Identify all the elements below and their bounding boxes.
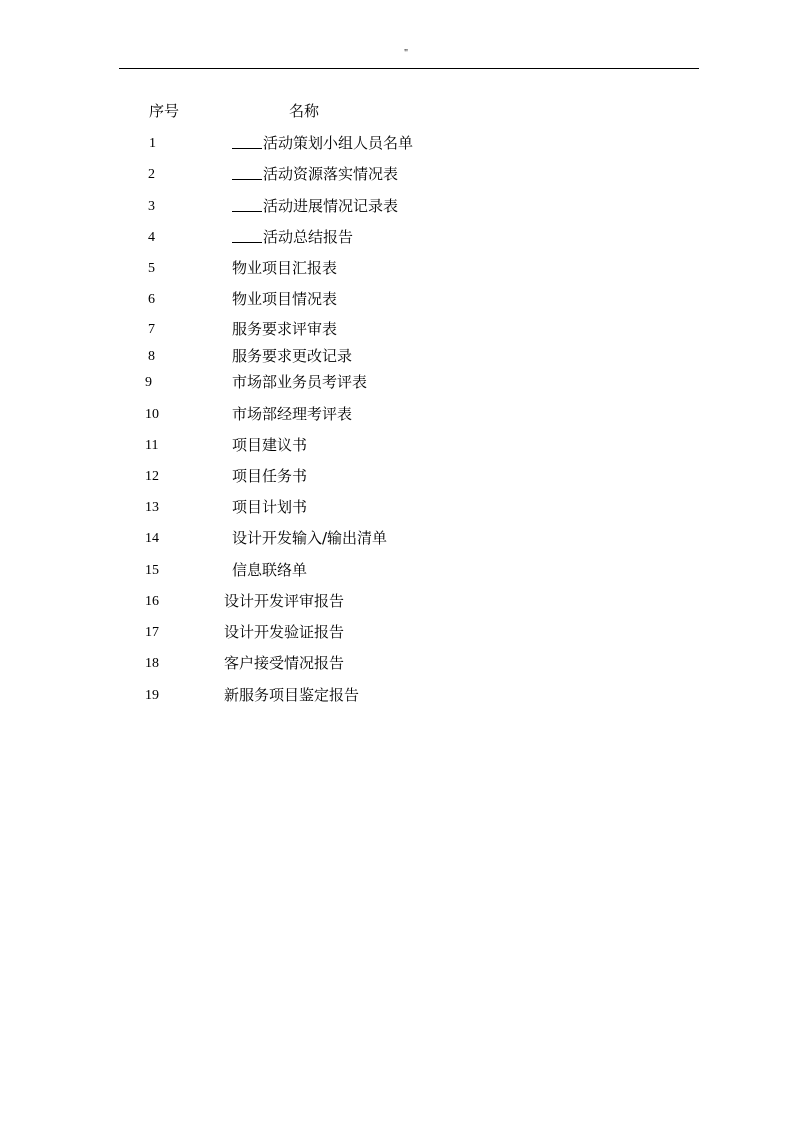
row-name: 物业项目情况表 [232,290,338,308]
header-mark: " [404,48,409,59]
table-row [0,685,794,707]
row-number: 14 [145,531,159,546]
row-name-cell [232,164,398,184]
table-row [0,528,794,550]
table-row [0,435,794,457]
row-name-cell [232,497,307,517]
row-number: 4 [148,230,155,245]
fill-in-blank [232,227,262,243]
row-name-cell [232,258,337,278]
fill-in-blank [232,164,262,180]
row-number: 3 [148,199,155,214]
row-number: 17 [145,625,159,640]
table-row [0,289,794,311]
row-name: 新服务项目鉴定报告 [224,686,360,704]
row-name: 项目建议书 [232,436,308,454]
table-row [0,404,794,426]
column-header-number: 序号 [149,102,180,120]
row-name: 设计开发评审报告 [224,592,345,610]
row-name: 活动资源落实情况表 [263,165,399,183]
row-name-cell [232,560,307,580]
table-row [0,560,794,582]
header-rule [119,68,699,69]
row-name-cell [232,196,398,216]
row-number: 10 [145,407,159,422]
table-row [0,164,794,186]
column-header-name: 名称 [289,102,320,120]
row-name-cell [232,372,367,392]
table-row [0,466,794,488]
row-number: 5 [148,261,155,276]
row-name: 服务要求更改记录 [232,347,353,365]
row-name: 项目计划书 [232,498,308,516]
fill-in-blank [232,133,262,149]
table-row [0,319,794,341]
row-name: 活动策划小组人员名单 [263,134,414,152]
row-name: 设计开发输入/输出清单 [232,529,388,547]
row-number: 2 [148,167,155,182]
table-row [0,622,794,644]
table-row [0,497,794,519]
row-number: 15 [145,563,159,578]
row-name-cell [232,133,413,153]
row-number: 19 [145,688,159,703]
table-row [0,258,794,280]
row-name-cell [224,653,344,673]
table-row [0,133,794,155]
row-number: 7 [148,322,155,337]
row-name-cell [232,346,352,366]
row-name: 设计开发验证报告 [224,623,345,641]
fill-in-blank [232,196,262,212]
row-number: 8 [148,349,155,364]
row-name: 市场部业务员考评表 [232,373,368,391]
row-name: 服务要求评审表 [232,320,338,338]
table-row [0,196,794,218]
row-name: 活动进展情况记录表 [263,197,399,215]
row-name-cell [232,435,307,455]
table-row [0,346,794,368]
row-name: 市场部经理考评表 [232,405,353,423]
row-name-cell [224,622,344,642]
row-name-cell [232,319,337,339]
table-row [0,653,794,675]
row-number: 6 [148,292,155,307]
row-name: 信息联络单 [232,561,308,579]
row-name-cell [232,528,387,548]
row-name: 项目任务书 [232,467,308,485]
row-name-cell [224,685,359,705]
table-row [0,591,794,613]
row-number: 9 [145,375,152,390]
row-number: 1 [149,136,156,151]
row-number: 12 [145,469,159,484]
row-name: 物业项目汇报表 [232,259,338,277]
row-number: 16 [145,594,159,609]
row-name-cell [232,227,353,247]
row-name: 活动总结报告 [263,228,354,246]
row-name-cell [232,404,352,424]
row-name-cell [232,289,337,309]
row-number: 18 [145,656,159,671]
row-number: 11 [145,438,159,453]
row-name-cell [232,466,307,486]
row-number: 13 [145,500,159,515]
table-row [0,372,794,394]
row-name-cell [224,591,344,611]
row-name: 客户接受情况报告 [224,654,345,672]
table-row [0,227,794,249]
